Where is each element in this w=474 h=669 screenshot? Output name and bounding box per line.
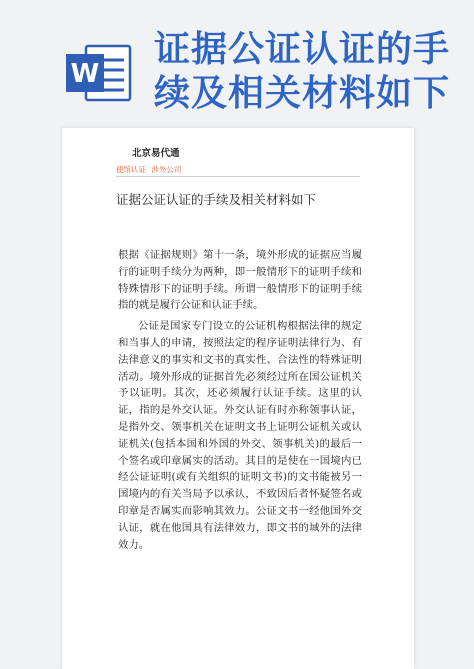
company-name: 北京易代通 xyxy=(132,148,180,159)
banner-title: 证据公证认证的手续及相关材料如下 xyxy=(154,29,451,114)
word-document-icon xyxy=(64,44,134,102)
paragraph-2: 公证是国家专门设立的公证机构根据法律的规定和当事人的申请，按照法定的程序证明法律行为、有法律意义的事实和文书的真实性、合法性的特殊证明活动。境外形成的证据首先必须经过所在国公证机关予以证明。其次，还必须履行认证手续。这里的认证，指的是外交认证。外交认证有时亦称领事认证，是指外交、领事机关在证明文书上证明公证机关或认证机关(包括本国和外国的外交、领事机关)的最后一个签名或印章属实的活动。其目的是使在一国境内已经公证证明(或有关组织的证明文书)的文书能被另一国境内的有关当局予以承认，不致因后者怀疑签名或印章是否属实而影响其效力。公证文书一经他国外交认证，就在他国具有法律效力，即文书的域外的法律效力。 xyxy=(118,320,362,551)
header-subline: 使馆认证 涉外公司 xyxy=(116,165,182,174)
banner xyxy=(0,0,474,120)
document-title: 证据公证认证的手续及相关材料如下 xyxy=(116,192,317,207)
svg-text:W: W xyxy=(70,59,100,89)
header-divider xyxy=(116,176,360,177)
document-body xyxy=(118,247,362,557)
document-page xyxy=(62,128,414,669)
paragraph-1: 根据《证据规则》第十一条，境外形成的证据应当履行的证明手续分为两种，即一般情形下的证明手续和特殊情形下的证明手续。所谓一般情形下的证明手续指的就是履行公证和认证手续。 xyxy=(118,249,362,312)
